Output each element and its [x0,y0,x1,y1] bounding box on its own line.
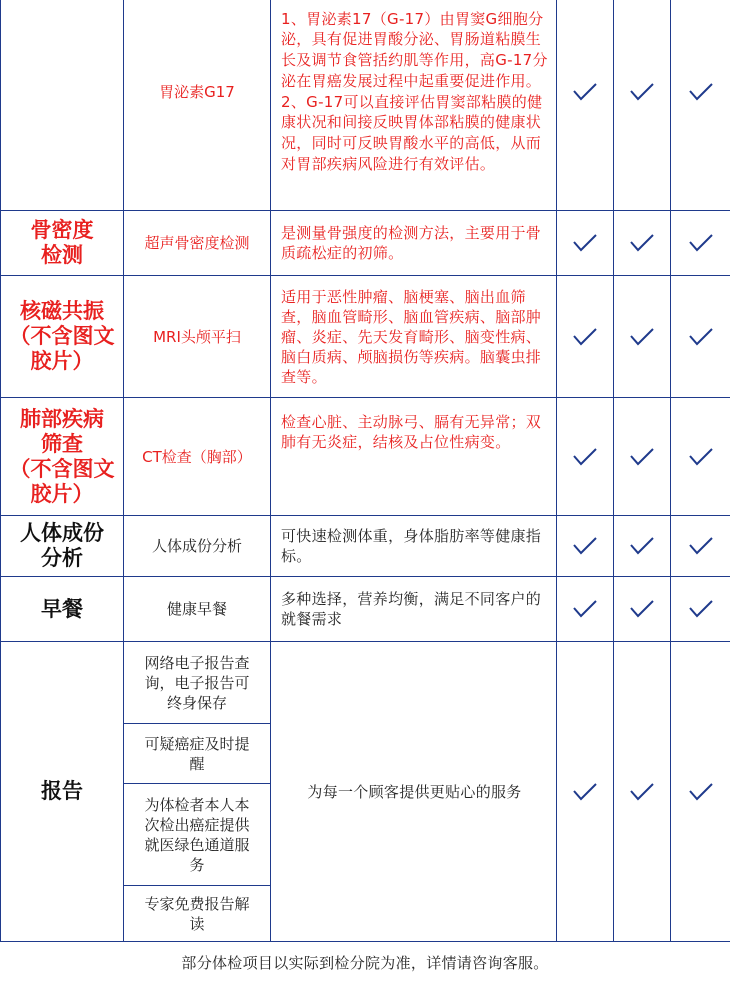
checkmark-icon [688,599,714,619]
item-name: 健康早餐 [124,577,271,642]
check-cell [557,0,614,211]
item-name: 胃泌素G17 [124,0,271,211]
check-cell [557,276,614,398]
check-cell [557,577,614,642]
checkmark-icon [572,599,598,619]
checkmark-icon [629,233,655,253]
checkmark-icon [572,782,598,802]
check-cell [614,211,671,276]
checkmark-icon [629,447,655,467]
item-description: 检查心脏、主动脉弓、膈有无异常；双肺有无炎症，结核及占位性病变。 [271,398,557,516]
check-cell [671,642,730,942]
item-description: 可快速检测体重，身体脂肪率等健康指标。 [271,516,557,577]
item-description: 多种选择，营养均衡，满足不同客户的就餐需求 [271,577,557,642]
item-name: MRI头颅平扫 [124,276,271,398]
item-name: 人体成份分析 [124,516,271,577]
check-cell [671,398,730,516]
check-cell [614,398,671,516]
checkmark-icon [688,233,714,253]
report-item: 网络电子报告查询，电子报告可终身保存 [124,642,271,724]
check-cell [557,516,614,577]
category-cell: 早餐 [1,577,124,642]
checkmark-icon [688,536,714,556]
item-description: 适用于恶性肿瘤、脑梗塞、脑出血筛查，脑血管畸形、脑血管疾病、脑部肿瘤、炎症、先天发育畸形、脑变性病、脑白质病、颅脑损伤等疾病。脑囊虫排查等。 [271,276,557,398]
table-row [1,0,730,211]
item-name: CT检查（胸部） [124,398,271,516]
check-cell [671,211,730,276]
check-cell [557,642,614,942]
item-description: 1、胃泌素17（G-17）由胃窦G细胞分泌，具有促进胃酸分泌、胃肠道粘膜生长及调节食管括约肌等作用，高G-17分泌在胃癌发展过程中起重要促进作用。 2、G-17可以直接评估胃窦部粘膜的健康状况和间接反映胃体部粘膜的健康状况，同时可反映胃酸水平的高低，从而对胃部疾病风险进行有效评估。 [271,0,557,211]
checkmark-icon [688,782,714,802]
checkmark-icon [688,327,714,347]
category-cell: 肺部疾病 筛查 （不含图文 胶片） [1,398,124,516]
checkmark-icon [572,447,598,467]
checkmark-icon [572,82,598,102]
category-cell: 人体成份 分析 [1,516,124,577]
check-cell [557,211,614,276]
report-item: 可疑癌症及时提醒 [124,724,271,784]
checkmark-icon [572,233,598,253]
checkmark-icon [629,599,655,619]
category-cell: 骨密度 检测 [1,211,124,276]
table-row [1,577,730,642]
checkmark-icon [629,782,655,802]
check-cell [614,577,671,642]
checkmark-icon [572,536,598,556]
table-row [1,211,730,276]
checkmark-icon [688,82,714,102]
category-cell: 核磁共振 （不含图文 胶片） [1,276,124,398]
category-cell: 报告 [1,642,124,942]
checkmark-icon [688,447,714,467]
table-row [1,276,730,398]
item-description: 是测量骨强度的检测方法，主要用于骨质疏松症的初筛。 [271,211,557,276]
check-cell [671,516,730,577]
item-description: 为每一个顾客提供更贴心的服务 [271,642,557,942]
checkmark-icon [572,327,598,347]
check-cell [614,642,671,942]
check-cell [614,276,671,398]
check-cell [671,0,730,211]
check-cell [614,516,671,577]
checkmark-icon [629,536,655,556]
checkmark-icon [629,82,655,102]
check-cell [614,0,671,211]
footer-note: 部分体检项目以实际到检分院为准，详情请咨询客服。 [181,954,549,972]
table-row [1,516,730,577]
report-item: 为体检者本人本次检出癌症提供就医绿色通道服务 [124,784,271,886]
category-cell [1,0,124,211]
table-row [1,642,730,724]
check-cell [671,577,730,642]
item-name: 超声骨密度检测 [124,211,271,276]
checkmark-icon [629,327,655,347]
report-item: 专家免费报告解读 [124,886,271,942]
check-cell [671,276,730,398]
check-cell [557,398,614,516]
table-row [1,398,730,516]
